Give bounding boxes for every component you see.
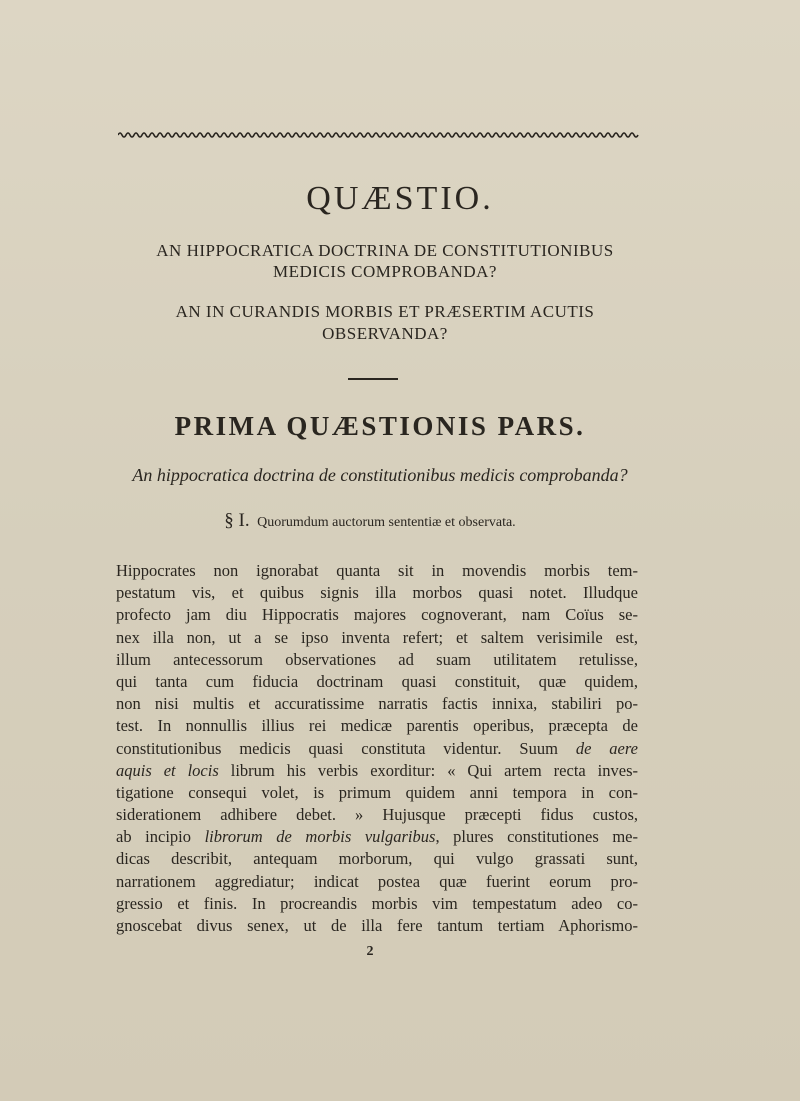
text-run: constitutionibus medicis quasi constituta videntur. Suum [116,738,576,758]
question-line-1: AN HIPPOCRATICA DOCTRINA DE CONSTITUTIONIBUS [156,241,614,260]
section-title: Quorumdum auctorum sententiæ et observata. [257,515,516,530]
body-line [116,760,638,782]
italic-phrase: librorum de morbis vulgaribus [204,827,436,847]
body-line [116,848,638,870]
body-line [116,693,638,715]
body-line [116,893,638,915]
text-run: qui tanta cum fiducia doctrinam quasi constituit, quæ quidem, [116,671,638,691]
body-line [116,715,638,737]
text-run: tigatione consequi volet, is primum quidem anni tempora in con- [116,782,638,802]
italic-phrase: de aere [575,738,638,758]
text-run: test. In nonnullis illius rei medicæ parentis operibus, præcepta de [116,716,638,736]
question-line-2: MEDICIS COMPROBANDA? [273,262,497,281]
text-run: narrationem aggrediatur; indicat postea quæ fuerint eorum pro- [116,871,638,891]
part-title: PRIMA QUÆSTIONIS PARS. [174,411,586,441]
text-run: dicas describit, antequam morborum, qui vulgo grassati sunt, [116,849,638,869]
ornamental-rule [118,130,640,140]
divider-rule [348,378,398,380]
body-line [116,649,638,671]
section-mark: § I. [224,510,250,531]
text-run: nex illa non, ut a se ipso inventa refert; et saltem verisimile est, [116,627,638,647]
text-run: gressio et finis. In procreandis morbis vim tempestatum adeo co- [116,893,638,913]
body-line [116,738,638,760]
body-line [116,871,638,893]
text-run: illum antecessorum observationes ad suam utilitatem retulisse, [116,649,638,669]
body-paragraph [116,560,638,937]
question-line-4: OBSERVANDA? [322,324,448,343]
page-folio: 2 [366,944,374,959]
text-run: gnoscebat divus senex, ut de illa fere tantum tertiam Aphorismo- [116,916,638,935]
body-line [116,782,638,804]
body-line [116,604,638,626]
body-line [116,826,638,848]
body-line [116,582,638,604]
text-run: , plures constitutiones me- [435,827,638,847]
italic-question: An hippocratica doctrina de constitutionibus medicis comprobanda? [132,465,628,485]
text-run: Hippocrates non ignorabat quanta sit in movendis morbis tem- [116,561,638,580]
main-title: QUÆSTIO. [306,180,494,217]
section-heading [0,510,740,532]
question-line-3: AN IN CURANDIS MORBIS ET PRÆSERTIM ACUTIS [175,302,595,321]
text-run: librum his verbis exorditur: « Qui artem recta inves- [218,760,639,780]
text-run: non nisi multis et accuratissime narratis factis innixa, stabiliri po- [116,694,638,714]
body-line [116,627,638,649]
body-line [116,915,638,937]
text-run: siderationem adhibere debet. » Hujusque præcepti fidus custos, [116,805,638,825]
body-line [116,671,638,693]
body-line [116,560,638,582]
body-line [116,804,638,826]
italic-phrase: aquis et locis [116,760,219,780]
text-run: profecto jam diu Hippocratis majores cognoverant, nam Coïus se- [116,605,638,625]
text-run: ab incipio [116,827,205,847]
text-run: pestatum vis, et quibus signis illa morbos quasi notet. Illudque [116,583,638,603]
